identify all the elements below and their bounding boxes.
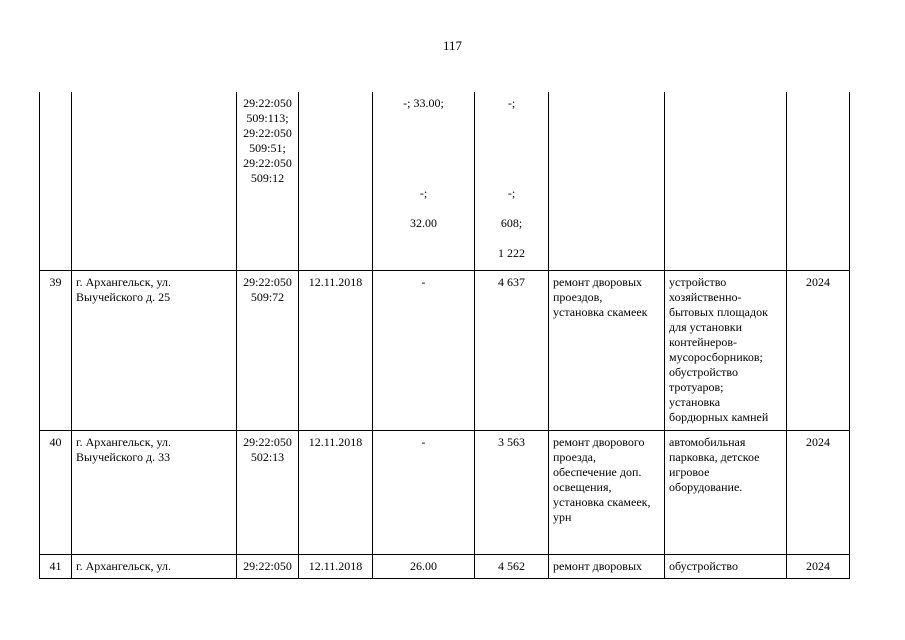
cell-date: 12.11.2018 [299,430,373,554]
cell-cadastral: 29:22:050 509:72 [237,270,299,430]
cell-address: г. Архангельск, ул. Выучейского д. 33 [72,430,237,554]
cell-area-2: 4 562 [475,554,549,578]
cell-date: 12.11.2018 [299,270,373,430]
cell-improvements [665,92,787,270]
cell-date [299,92,373,270]
cell-cadastral: 29:22:050 509:113; 29:22:050 509:51; 29:22:050 509:12 [237,92,299,270]
cell-works: ремонт дворовых проездов, установка скамеек [549,270,665,430]
cell-cadastral: 29:22:050 502:13 [237,430,299,554]
table-row [40,430,850,554]
page-number: 117 [442,38,463,53]
cell-area: - [373,270,475,430]
cell-date: 12.11.2018 [299,554,373,578]
cell-year: 2024 [787,430,850,554]
cell-address: г. Архангельск, ул. Выучейского д. 25 [72,270,237,430]
cell-works: ремонт дворового проезда, обеспечение доп. освещения, установка скамеек, урн [549,430,665,554]
cell-number: 41 [40,554,72,578]
cell-area-2: -; -; 608; 1 222 [475,92,549,270]
table-row [40,554,850,578]
cell-year: 2024 [787,554,850,578]
cell-area-2: 4 637 [475,270,549,430]
cell-address [72,92,237,270]
cell-area: 26.00 [373,554,475,578]
cell-works: ремонт дворовых [549,554,665,578]
cell-works [549,92,665,270]
table-row [40,92,850,270]
cell-improvements: устройство хозяйственно- бытовых площадок для установки контейнеров- мусоросборников; обустройство тротуаров; установка бордюрных камней [665,270,787,430]
cell-year: 2024 [787,270,850,430]
cell-improvements: автомобильная парковка, детское игровое оборудование. [665,430,787,554]
cell-year [787,92,850,270]
cell-number: 39 [40,270,72,430]
table-row [40,270,850,430]
improvement-table [39,92,850,579]
cell-area: -; 33.00; -; 32.00 [373,92,475,270]
cell-area: - [373,430,475,554]
cell-address: г. Архангельск, ул. [72,554,237,578]
cell-area-2: 3 563 [475,430,549,554]
cell-number [40,92,72,270]
cell-number: 40 [40,430,72,554]
cell-improvements: обустройство [665,554,787,578]
cell-cadastral: 29:22:050 [237,554,299,578]
